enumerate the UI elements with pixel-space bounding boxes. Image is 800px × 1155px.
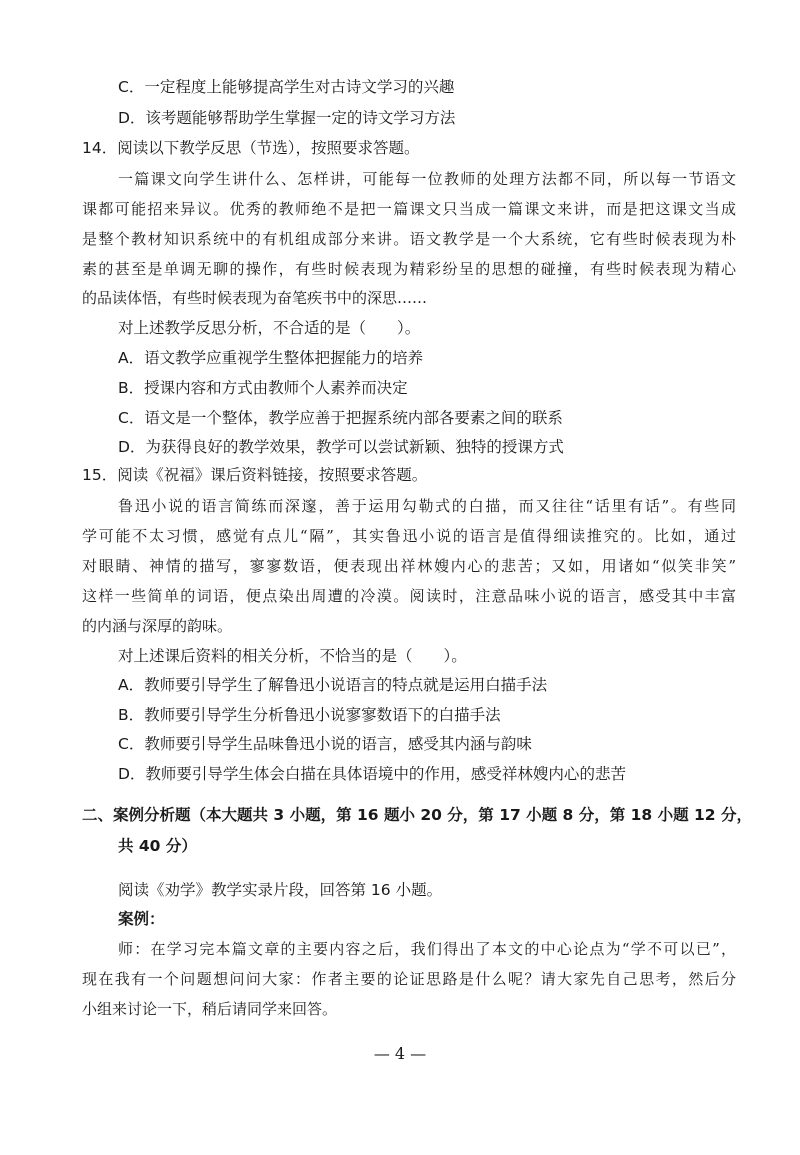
q15-passage-line: 对眼睛、神情的描写，寥寥数语，便表现出祥林嫂内心的悲苦；又如，用诸如“似笑非笑”	[82, 557, 736, 575]
q15-option-c: C．教师要引导学生品味鲁迅小说的语言，感受其内涵与韵味	[118, 735, 532, 753]
q14-stem: 对上述教学反思分析，不合适的是（ ）。	[118, 319, 421, 337]
q15-passage-line: 鲁迅小说的语言简练而深邃，善于运用勾勒式的白描，而又往往“话里有话”。有些同	[118, 497, 736, 515]
section2-intro: 阅读《劝学》教学实录片段，回答第 16 小题。	[118, 881, 443, 899]
q15-option-b: B．教师要引导学生分析鲁迅小说寥寥数语下的白描手法	[118, 706, 501, 724]
q15-passage-line: 这样一些简单的词语，便点染出周遭的冷漠。阅读时，注意品味小说的语言，感受其中丰富	[82, 587, 736, 605]
q14-option-b: B．授课内容和方式由教师个人素养而决定	[118, 379, 408, 397]
q14-option-c: C．语文是一个整体，教学应善于把握系统内部各要素之间的联系	[118, 409, 563, 427]
case-text-line: 师：在学习完本篇文章的主要内容之后，我们得出了本文的中心论点为“学不可以已”，	[118, 940, 736, 958]
section2-heading: 二、案例分析题（本大题共 3 小题，第 16 题小 20 分，第 17 小题 8 分，第 18 小题 12 分，	[82, 806, 752, 824]
case-label: 案例：	[118, 910, 165, 928]
q15-passage-line: 的内涵与深厚的韵味。	[82, 617, 233, 635]
q14-passage-line: 课都可能招来异议。优秀的教师绝不是把一篇课文只当成一篇课文来讲，而是把这课文当成	[82, 200, 736, 218]
q14-passage-line: 一篇课文向学生讲什么、怎样讲，可能每一位教师的处理方法都不同，所以每一节语文	[118, 170, 736, 188]
case-text-line: 现在我有一个问题想问问大家：作者主要的论证思路是什么呢？请大家先自己思考，然后分	[82, 970, 736, 988]
q15-title: 15．阅读《祝福》课后资料链接，按照要求答题。	[82, 466, 428, 484]
section2-heading-cont: 共 40 分）	[118, 837, 197, 855]
q14-option-d: D．为获得良好的教学效果，教学可以尝试新颖、独特的授课方式	[118, 438, 564, 456]
q15-passage-line: 学可能不太习惯，感觉有点儿“隔”，其实鲁迅小说的语言是值得细读推究的。比如，通过	[82, 527, 736, 545]
q15-option-a: A．教师要引导学生了解鲁迅小说语言的特点就是运用白描手法	[118, 676, 548, 694]
q15-option-d: D．教师要引导学生体会白描在具体语境中的作用，感受祥林嫂内心的悲苦	[118, 765, 626, 783]
q13-option-d: D．该考题能够帮助学生掌握一定的诗文学习方法	[118, 109, 456, 127]
q14-passage-line: 是整个教材知识系统中的有机组成部分来讲。语文教学是一个大系统，它有些时候表现为朴	[82, 230, 736, 248]
q14-passage-line: 素的甚至是单调无聊的操作，有些时候表现为精彩纷呈的思想的碰撞，有些时候表现为精心	[82, 260, 736, 278]
q14-title: 14．阅读以下教学反思（节选），按照要求答题。	[82, 139, 420, 157]
q15-stem: 对上述课后资料的相关分析，不恰当的是（ ）。	[118, 647, 467, 665]
case-text-line: 小组来讨论一下，稍后请同学来回答。	[82, 1000, 338, 1018]
page-number: — 4 —	[373, 1044, 427, 1063]
q14-passage-line: 的品读体悟，有些时候表现为奋笔疾书中的深思……	[82, 289, 428, 307]
q13-option-c: C．一定程度上能够提高学生对古诗文学习的兴趣	[118, 78, 455, 96]
q14-option-a: A．语文教学应重视学生整体把握能力的培养	[118, 349, 424, 367]
